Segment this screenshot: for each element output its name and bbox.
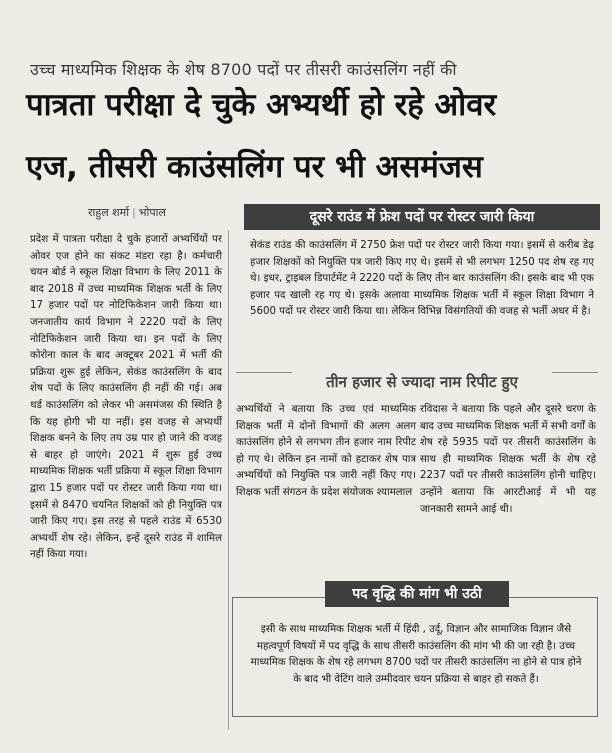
headline-line-2: एज, तीसरी काउंसलिंग पर भी असमंजस (26, 149, 483, 185)
section-text-second-round: सेकंड राउंड की काउंसलिंग में 2750 फ्रेश पदों पर रोस्टर जारी किया गया। इसमें से करीब डेढ़ हजार शिक्षकों को नियुक्ति पत्र जारी किए गए थे। इसमें से भी लगभग 1250 पद शेष रह गए थे। इधर, ट्राइबल डिपार्टमेंट ने 2220 पदों के लिए तीन बार काउंसलिंग की। इसके बाद भी एक हजार पद खाली रह गए थे। इसके अलावा माध्यमिक शिक्षक भर्ती में स्कूल शिक्षा विभाग ने 5600 पदों पर रोस्टर जारी किया था। लेकिन विभिन्न विसंगतियों की वजह से भर्ती अधर में है। (250, 240, 594, 318)
section-heading-second-round: दूसरे राउंड में फ्रेश पदों पर रोस्टर जारी किया (244, 204, 600, 230)
section-heading-post-increase: पद वृद्धि की मांग भी उठी (325, 581, 509, 607)
headline-line-1: पात्रता परीक्षा दे चुके अभ्यर्थी हो रहे ओवर (26, 87, 497, 123)
kicker-headline: उच्च माध्यमिक शिक्षक के शेष 8700 पदों पर तीसरी काउंसलिंग नहीं की (30, 60, 457, 79)
byline-city: भोपाल (138, 206, 166, 219)
byline (88, 205, 166, 220)
section-heading-repeated-names: तीन हजार से ज्यादा नाम रिपीट हुए (326, 373, 518, 391)
column-divider (228, 230, 229, 730)
section-text-post-increase: इसी के साथ माध्यमिक शिक्षक भर्ती में हिंदी , उर्दू, विज्ञान और सामाजिक विज्ञान जैसे महत्वपूर्ण विषयों में पद वृद्धि के साथ तीसरी काउंसलिंग की मांग भी की जा रही है। उच्च माध्यमिक शिक्षक के शेष रहे लगभग 8700 पदों पर तीसरी काउंसलिंग ना होने से पात्र होने के बाद भी वेटिंग वाले उम्मीदवार चयन प्रक्रिया से बाहर हो सकते हैं। (250, 624, 582, 685)
byline-author: राहुल शर्मा (88, 206, 130, 219)
section-text-repeated-names-a: अभ्यर्थियों ने बताया कि उच्च एवं माध्यमिक शिक्षक भर्ती में दोनों विभागों की अलग अलग काउंसलिंग होने से लगभग तीन हजार नाम रिपीट हो गए थे। लेकिन इन नामों को हटाकर शेष पात्र अभ्यर्थियों को नियुक्ति पत्र जारी नहीं किए गए। शिक्षक भर्ती संगठन के प्रदेश संयोजक श्यामलाल (236, 404, 416, 498)
section-text-repeated-names-b: रविदास ने बताया कि पहले और दूसरे चरण के बाद उच्च माध्यमिक शिक्षक भर्ती में सभी वर्गों के शेष रहे 5935 पदों पर तीसरी काउंसलिंग के साथ ही माध्यमिक शिक्षक भर्ती के शेष रहे 2237 पदों पर तीसरी काउंसलिंग होनी चाहिए। उन्होंने बताया कि आरटीआई में भी यह जानकारी सामने आई थी। (420, 404, 596, 515)
article-column-1: प्रदेश में पात्रता परीक्षा दे चुके हजारों अभ्यर्थियों पर ओवर एज होने का संकट मंडरा रहा है। कर्मचारी चयन बोर्ड ने स्कूल शिक्षा विभाग के लिए 2011 के बाद 2018 में उच्च माध्यमिक शिक्षक भर्ती के लिए 17 हजार पदों पर नोटिफिकेशन जारी किया था। जनजातीय कार्य विभाग ने 2220 पदों के लिए नोटिफिकेशन जारी किया था। इन पदों के लिए कोरोना काल के बाद अक्टूबर 2021 में भर्ती की प्रक्रिया शुरू हुई लेकिन, सेकंड काउंसलिंग के बाद शेष पदों के लिए काउंसलिंग ही नहीं की गई। अब थर्ड काउंसलिंग को लेकर भी असमंजस की स्थिति है कि यह होगी भी या नहीं। इस वजह से अभ्यर्थी शिक्षक बनने के लिए तय उम्र पार हो जाने की वजह से बाहर हो जाएंगे। 2021 में शुरू हुई उच्च माध्यमिक शिक्षक भर्ती प्रक्रिया में स्कूल शिक्षा विभाग द्वारा 15 हजार पदों पर रोस्टर जारी किया गया था। इसमें से 8470 चयनित शिक्षकों को ही नियुक्ति पत्र जारी किए गए। इस तरह से पहले राउंड में 6530 अभ्यर्थी शेष रहे। लेकिन, इन्हें दूसरे राउंड में शामिल नहीं किया गया। (30, 234, 222, 561)
byline-separator: | (132, 206, 136, 219)
